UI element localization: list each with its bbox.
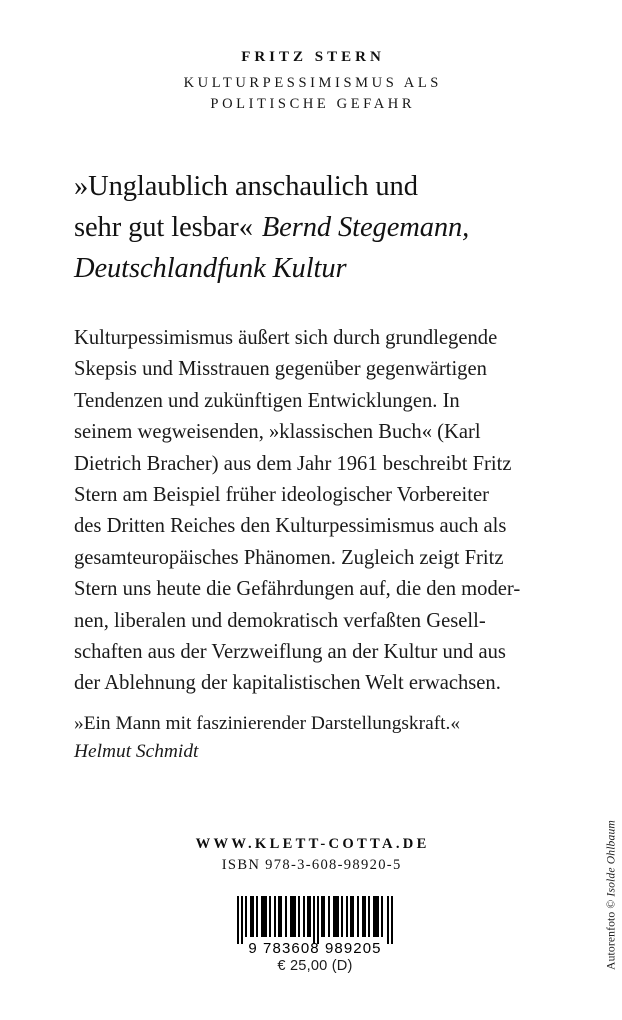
barcode-block <box>231 894 399 974</box>
blurb-line: Kulturpessimismus äußert sich durch grundlegende <box>74 327 498 349</box>
ean13-barcode <box>231 894 399 956</box>
publisher-website[interactable]: WWW.KLETT-COTTA.DE <box>195 836 430 852</box>
blurb-line: schaften aus der Verzweiflung an der Kultur und aus <box>74 641 506 664</box>
pull-quote <box>74 166 564 289</box>
blurb-line: nen, liberalen und demokratisch verfaßten Gesell- <box>74 609 486 632</box>
pull-quote-line-2: sehr gut lesbar« <box>74 212 253 243</box>
blurb-line: seinem wegweisenden, »klassischen Buch« (Karl <box>74 421 481 444</box>
secondary-quote-text: »Ein Mann mit faszinierender Darstellungskraft.« <box>74 713 461 734</box>
blurb-line: Skepsis und Misstrauen gegenüber gegenwärtigen <box>74 358 487 381</box>
price-label: € 25,00 (D) <box>277 958 353 974</box>
isbn-number: ISBN 978-3-608-98920-5 <box>221 857 402 873</box>
photo-credit <box>602 780 620 1010</box>
book-subtitle-line-2: POLITISCHE GEFAHR <box>210 96 416 112</box>
secondary-quote <box>74 710 566 766</box>
blurb-line: gesamteuropäisches Phänomen. Zugleich zeigt Fritz <box>74 546 504 569</box>
blurb-line: des Dritten Reiches den Kulturpessimismus auch als <box>74 515 507 538</box>
blurb-line: Stern am Beispiel früher ideologischer Vorbereiter <box>74 484 489 507</box>
blurb-line: Stern uns heute die Gefährdungen auf, die den moder- <box>74 578 521 601</box>
imprint-block <box>0 834 622 875</box>
pull-quote-line-1: »Unglaublich anschaulich und <box>74 171 418 202</box>
photo-credit-name: Isolde Ohlbaum <box>604 820 618 897</box>
blurb-line: Dietrich Bracher) aus dem Jahr 1961 beschreibt Fritz <box>74 452 512 475</box>
barcode-digits: 9 783608 989205 <box>248 940 382 956</box>
cover-header <box>0 48 622 115</box>
blurb-line: Tendenzen und zukünftigen Entwicklungen. In <box>74 389 460 412</box>
blurb-line: der Ablehnung der kapitalistischen Welt erwachsen. <box>74 672 501 695</box>
pull-quote-attribution-name: Bernd Stegemann, <box>261 212 470 243</box>
pull-quote-attribution-outlet: Deutschlandfunk Kultur <box>74 253 347 284</box>
blurb-paragraph <box>74 323 566 700</box>
photo-credit-prefix: Autorenfoto © <box>604 896 618 970</box>
author-name: FRITZ STERN <box>241 49 385 65</box>
book-subtitle-line-1: KULTURPESSIMISMUS ALS <box>183 75 442 91</box>
secondary-quote-source: Helmut Schmidt <box>74 741 199 762</box>
